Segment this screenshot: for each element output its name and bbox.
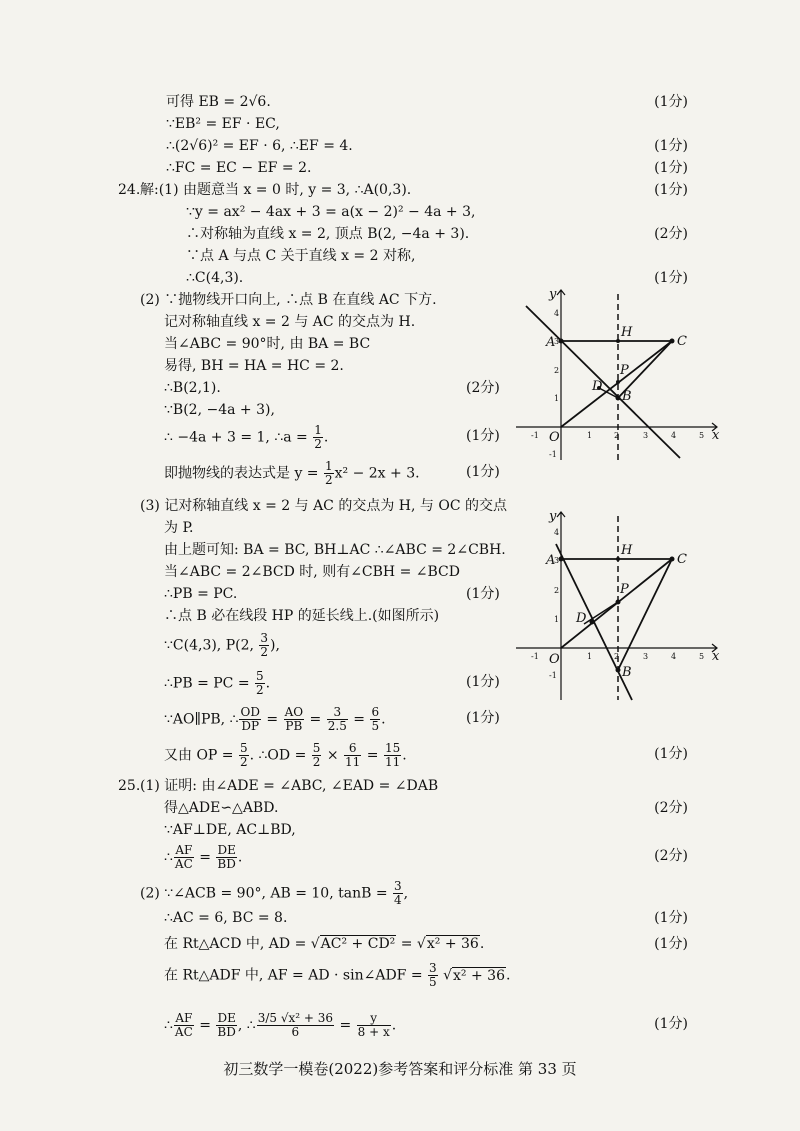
fraction [312,742,322,769]
text: . [505,967,511,984]
fraction [216,1012,236,1039]
numerator: DE [217,843,236,857]
text: . [402,747,407,764]
q24-p2-line-3: 当∠ABC = 90°时, 由 BA = BC [164,336,371,352]
q24-p1-line-2: ∵y = ax² − 4ax + 3 = a(x − 2)² − 4a + 3, [186,204,476,220]
text: . [391,1017,397,1034]
q24-p3-line-6: ∴点 B 必在线段 HP 的延长线上.(如图所示) [164,608,440,624]
denominator: 2 [312,755,321,769]
q23-line-4: ∴FC = EC − EF = 2. [166,160,312,176]
tick-label: -1 [531,431,539,440]
point-p [616,380,620,384]
q25-p1-line-2: 得△ADE∽△ABD. [164,800,279,816]
score: (2分) [654,800,688,816]
point-b [616,668,621,673]
score: (1分) [654,910,688,926]
radicand: AC² + CD² [320,936,396,952]
fraction [257,1012,334,1039]
score: (1分) [466,428,500,444]
point-a [559,339,564,344]
q24-p1-line-3: ∴对称轴为直线 x = 2, 顶点 B(2, −4a + 3). [186,226,470,242]
score: (1分) [654,182,688,198]
point-p-label: P [620,363,629,378]
numerator: 5 [256,669,264,683]
score: (2分) [466,380,500,396]
denominator: BD [217,857,236,871]
text: = √ [396,936,426,952]
numerator: DE [217,1011,236,1025]
q24-p2-line-1: (2) ∵抛物线开口向上, ∴点 B 在直线 AC 下方. [140,292,437,308]
fraction [357,1012,391,1039]
q24-p3-line-4: 当∠ABC = 2∠BCD 时, 则有∠CBH = ∠BCD [164,564,460,580]
score: (2分) [654,848,688,864]
coordinate-graph-2 [512,504,727,704]
numerator: 15 [384,741,401,755]
q23-line-1: 可得 EB = 2√6. [166,94,271,110]
text: ∴ [164,849,173,866]
score: (1分) [466,710,500,726]
numerator: 3/5 √x² + 36 [257,1011,333,1025]
fraction [324,460,334,487]
score: (2分) [654,226,688,242]
tick-label: 3 [643,431,649,440]
point-c [670,339,675,344]
numerator: AF [175,843,193,857]
q25-p2-line-1 [140,880,408,907]
text: 在 Rt△ACD 中, AD = √ [164,936,320,952]
point-d [590,620,595,625]
axis-x-label: x [712,428,720,443]
fraction [259,632,269,659]
segment-oc [561,341,672,427]
numerator: 6 [344,742,361,756]
q24-p2-line-7 [164,424,328,451]
numerator: 5 [239,741,248,755]
q24-p3-line-3: 由上题可知: BA = BC, BH⊥AC ∴∠ABC = 2∠CBH. [164,542,506,558]
fraction [344,742,361,769]
q25-p2-line-2: ∴AC = 6, BC = 8. [164,910,288,926]
fraction [174,844,194,871]
q25-p2-line-4 [164,962,510,989]
numerator: 5 [312,741,321,755]
denominator: 11 [345,755,361,769]
figure-1 [512,282,727,466]
q25-p2-line-3 [164,934,484,954]
q23-line-2: ∵EB² = EF · EC, [166,116,280,132]
denominator: DP [241,719,260,733]
tick-label: 4 [554,528,560,537]
point-h [616,557,620,561]
point-c-label: C [677,552,687,567]
denominator: 2 [256,683,264,697]
fraction [239,706,260,733]
point-h-label: H [621,325,633,340]
q24-p1-line-1: 解:(1) 由题意当 x = 0 时, y = 3, ∴A(0,3). [140,182,412,198]
tick-label: 4 [671,431,677,440]
score: (1分) [466,586,500,602]
numerator: 1 [325,459,333,473]
score: (1分) [654,270,688,286]
score: (1分) [654,138,688,154]
text: (2) ∵∠ACB = 90°, AB = 10, tanB = [140,885,393,902]
q24-p2-line-2: 记对称轴直线 x = 2 与 AC 的交点为 H. [164,314,416,330]
q24-number: 24. [118,182,141,198]
denominator: 6 [291,1025,300,1039]
radicand: x² + 36 [426,936,479,952]
denominator: AC [174,857,193,871]
tick-label: 2 [614,431,620,440]
denominator: 2.5 [327,719,347,733]
q24-p2-line-8 [164,460,420,487]
text: 即抛物线的表达式是 y = [164,465,323,482]
tick-label: 2 [554,586,560,595]
tick-label: 1 [554,394,560,403]
tick-label: 2 [554,366,560,375]
score: (1分) [654,746,688,762]
point-a-label: A [546,335,556,350]
point-b-label: B [622,389,632,404]
q25-number: 25. [118,778,141,794]
fraction [239,742,249,769]
text: ), [270,637,280,654]
q24-p2-line-5: ∴B(2,1). [164,380,221,396]
q25-p1-line-3: ∵AF⊥DE, AC⊥BD, [164,822,296,838]
point-c-label: C [677,334,687,349]
fraction [384,742,401,769]
tick-label: 3 [554,556,560,565]
q24-p2-line-4: 易得, BH = HA = HC = 2. [164,358,344,374]
fraction [255,670,265,697]
numerator: 3 [429,961,437,975]
text: . [381,711,386,728]
page-footer: 初三数学一模卷(2022)参考答案和评分标准 第 33 页 [223,1060,577,1078]
denominator: 2 [260,645,269,659]
numerator: 3 [394,879,402,893]
q24-p2-line-6: ∵B(2, −4a + 3), [164,402,275,418]
q24-p3-line-5: ∴PB = PC. [164,586,238,602]
text: ∴ [164,1017,173,1034]
q25-p2-line-5: ∴ $\frac{AF}{AC}$ = $\frac{DE}{BD}$ , ∴ $\frac{\text{3/5 √x² + 36}}{6}$ = $\frac{y}{8 + x}$ . [164,1011,397,1039]
point-a [559,557,564,562]
axis-x-label: x [712,649,720,664]
text: × [322,747,344,764]
q24-p3-line-2: 为 P. [164,520,194,536]
text: x² − 2x + 3. [334,465,420,482]
denominator: 2 [314,437,322,451]
q24-p1-line-5: ∴C(4,3). [186,270,244,286]
point-p-label: P [620,582,629,597]
text: . [265,675,271,692]
tick-label: -1 [531,652,539,661]
point-c [670,557,675,562]
point-b [616,396,621,401]
score: (1分) [466,674,500,690]
point-p [616,600,621,605]
point-h-label: H [621,543,633,558]
denominator: 5 [371,719,380,733]
numerator: AO [284,705,304,719]
point-h [616,339,620,343]
numerator: 1 [314,423,322,437]
q24-p3-line-7 [164,632,280,659]
tick-label: 5 [699,652,705,661]
tick-label: 3 [643,652,649,661]
numerator: 3 [327,706,348,720]
score: (1分) [654,936,688,952]
score: (1分) [654,94,688,110]
q25-p1-line-1: (1) 证明: 由∠ADE = ∠ABC, ∠EAD = ∠DAB [140,778,439,794]
fraction [216,844,236,871]
denominator: 11 [384,755,401,769]
q23-line-3: ∴(2√6)² = EF · 6, ∴EF = 4. [166,138,353,154]
fraction [174,1012,194,1039]
point-a-label: A [546,553,556,568]
tick-label: -1 [549,450,557,459]
text: ∴ −4a + 3 = 1, ∴a = [164,429,313,446]
tick-label: 4 [671,652,677,661]
numerator: 3 [260,631,269,645]
fraction [370,706,380,733]
text: 又由 OP = [164,747,238,764]
text: ∵C(4,3), P(2, [164,637,259,654]
denominator: 2 [239,755,248,769]
tick-label: 2 [614,652,620,661]
denominator: 4 [394,893,402,907]
numerator: AF [175,1011,193,1025]
denominator: 2 [325,473,333,487]
tick-label: 1 [587,652,593,661]
point-d-label: D [592,379,603,394]
origin-label: O [549,430,560,445]
denominator: 5 [429,975,437,989]
text: . [237,849,243,866]
origin-label: O [549,652,560,667]
figure-2 [512,504,727,708]
denominator: PB [285,719,303,733]
numerator: OD [240,705,260,719]
tick-label: -1 [549,671,557,680]
text: , [403,885,409,902]
text: . ∴OD = [249,747,311,764]
denominator: BD [217,1025,236,1039]
fraction [393,880,403,907]
tick-label: 3 [554,337,560,346]
axis-y-label: y [549,287,557,302]
text: . [479,936,485,952]
tick-label: 1 [587,431,593,440]
fraction [313,424,323,451]
q24-p3-line-8 [164,670,270,697]
score: (1分) [654,160,688,176]
coordinate-graph-1 [512,282,727,462]
text: ∵AO∥PB, ∴ [164,711,239,728]
point-b-label: B [622,665,632,680]
q24-p3-line-9: ∵AO∥PB, ∴ $\frac{OD}{DP}$ = $\frac{AO}{PB}$ = $\frac{3}{2.5}$ = $\frac{6}{5}$ . [164,705,386,733]
score: (1分) [466,464,500,480]
denominator: AC [174,1025,193,1039]
tick-label: 1 [554,615,560,624]
text: 在 Rt△ADF 中, AF = AD · sin∠ADF = [164,967,428,984]
point-d-label: D [576,611,587,626]
fraction [284,706,305,733]
text: ∴PB = PC = [164,675,255,692]
tick-label: 4 [554,309,560,318]
text: . [323,429,329,446]
q24-p3-line-1: (3) 记对称轴直线 x = 2 与 AC 的交点为 H, 与 OC 的交点 [140,498,507,514]
tick-label: 5 [699,431,705,440]
q24-p1-line-4: ∵点 A 与点 C 关于直线 x = 2 对称, [186,248,416,264]
radicand: x² + 36 [453,967,505,984]
q25-p1-line-4: ∴ $\frac{AF}{AC}$ = $\frac{DE}{BD}$ . [164,843,243,871]
denominator: 8 + x [357,1025,390,1039]
text: √ [438,967,453,984]
fraction [327,706,348,733]
numerator: 6 [371,705,380,719]
numerator: y [357,1012,391,1026]
axis-y-label: y [549,509,557,524]
score: (1分) [654,1016,688,1032]
fraction [428,962,438,989]
q24-p3-line-10: 又由 OP = $\frac{5}{2}$ . ∴OD = $\frac{5}{2}$ × $\frac{6}{11}$ = $\frac{15}{11}$ . [164,741,407,769]
